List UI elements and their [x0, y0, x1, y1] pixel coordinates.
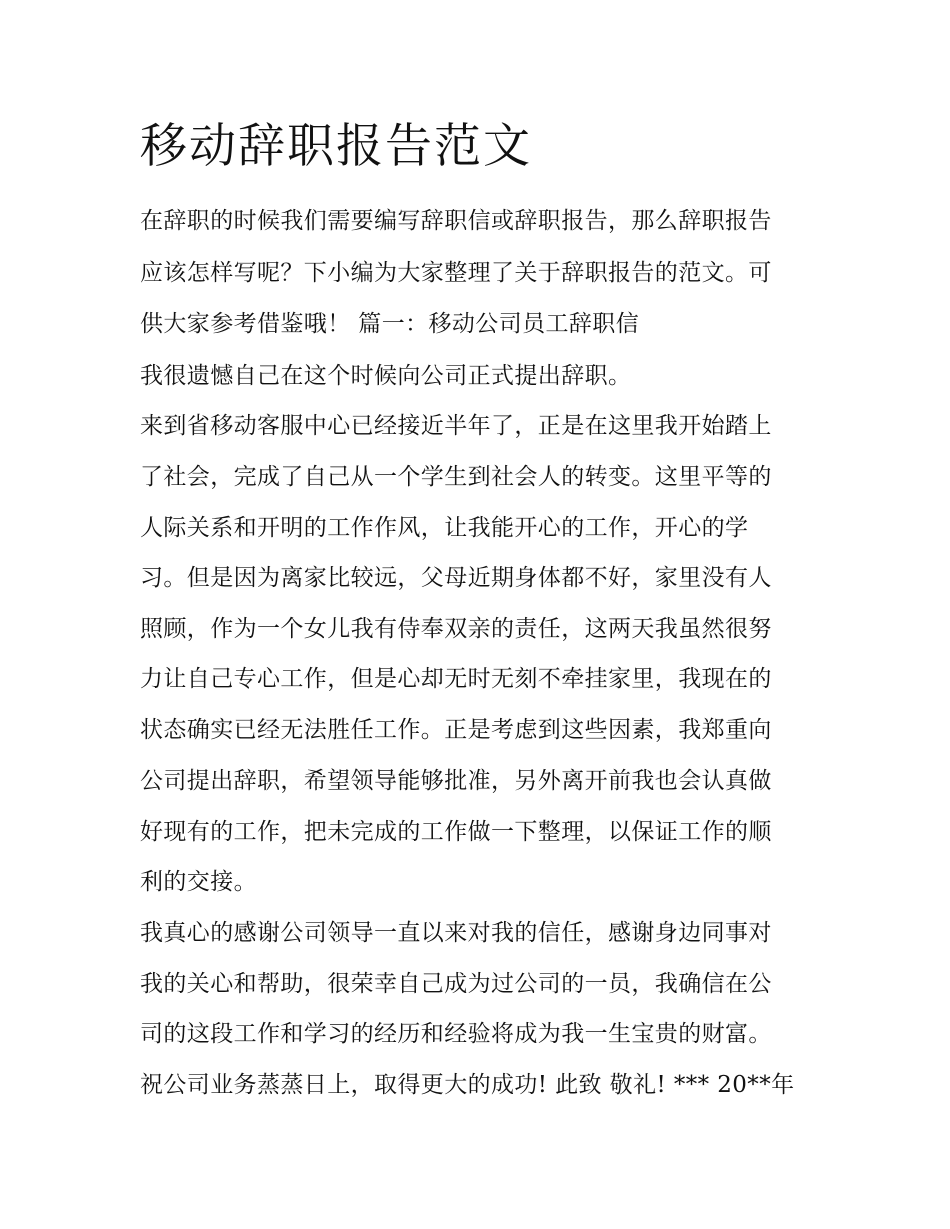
body-line: 利的交接。: [140, 869, 257, 895]
body-line: 公司提出辞职，希望领导能够批准，另外离开前我也会认真做: [140, 768, 772, 794]
body-line: 供大家参考借鉴哦！ 篇一：移动公司员工辞职信: [140, 311, 640, 337]
body-line: 我真心的感谢公司领导一直以来对我的信任，感谢身边同事对: [140, 920, 772, 946]
body-line: 了社会，完成了自己从一个学生到社会人的转变。这里平等的: [140, 464, 772, 490]
body-line: 习。但是因为离家比较远，父母近期身体都不好，家里没有人: [140, 565, 772, 591]
body-line: 好现有的工作，把未完成的工作做一下整理，以保证工作的顺: [140, 819, 772, 845]
body-line: 在辞职的时候我们需要编写辞职信或辞职报告，那么辞职报告: [140, 208, 772, 234]
body-line: 我很遗憾自己在这个时候向公司正式提出辞职。: [140, 363, 632, 389]
body-line: 照顾，作为一个女儿我有侍奉双亲的责任，这两天我虽然很努: [140, 616, 772, 642]
body-line: 力让自己专心工作，但是心却无时无刻不牵挂家里，我现在的: [140, 666, 772, 692]
body-line: 应该怎样写呢？下小编为大家整理了关于辞职报告的范文。可: [140, 260, 772, 286]
document-title: 移动辞职报告范文: [140, 119, 532, 174]
body-line: 来到省移动客服中心已经接近半年了，正是在这里我开始踏上: [140, 413, 772, 439]
body-line: 祝公司业务蒸蒸日上，取得更大的成功! 此致 敬礼! *** 20**年: [140, 1072, 795, 1098]
body-line: 人际关系和开明的工作作风，让我能开心的工作，开心的学: [140, 515, 749, 541]
body-line: 司的这段工作和学习的经历和经验将成为我一生宝贵的财富。: [140, 1021, 772, 1047]
body-line: 我的关心和帮助，很荣幸自己成为过公司的一员，我确信在公: [140, 971, 772, 997]
body-line: 状态确实已经无法胜任工作。正是考虑到这些因素，我郑重向: [140, 717, 772, 743]
